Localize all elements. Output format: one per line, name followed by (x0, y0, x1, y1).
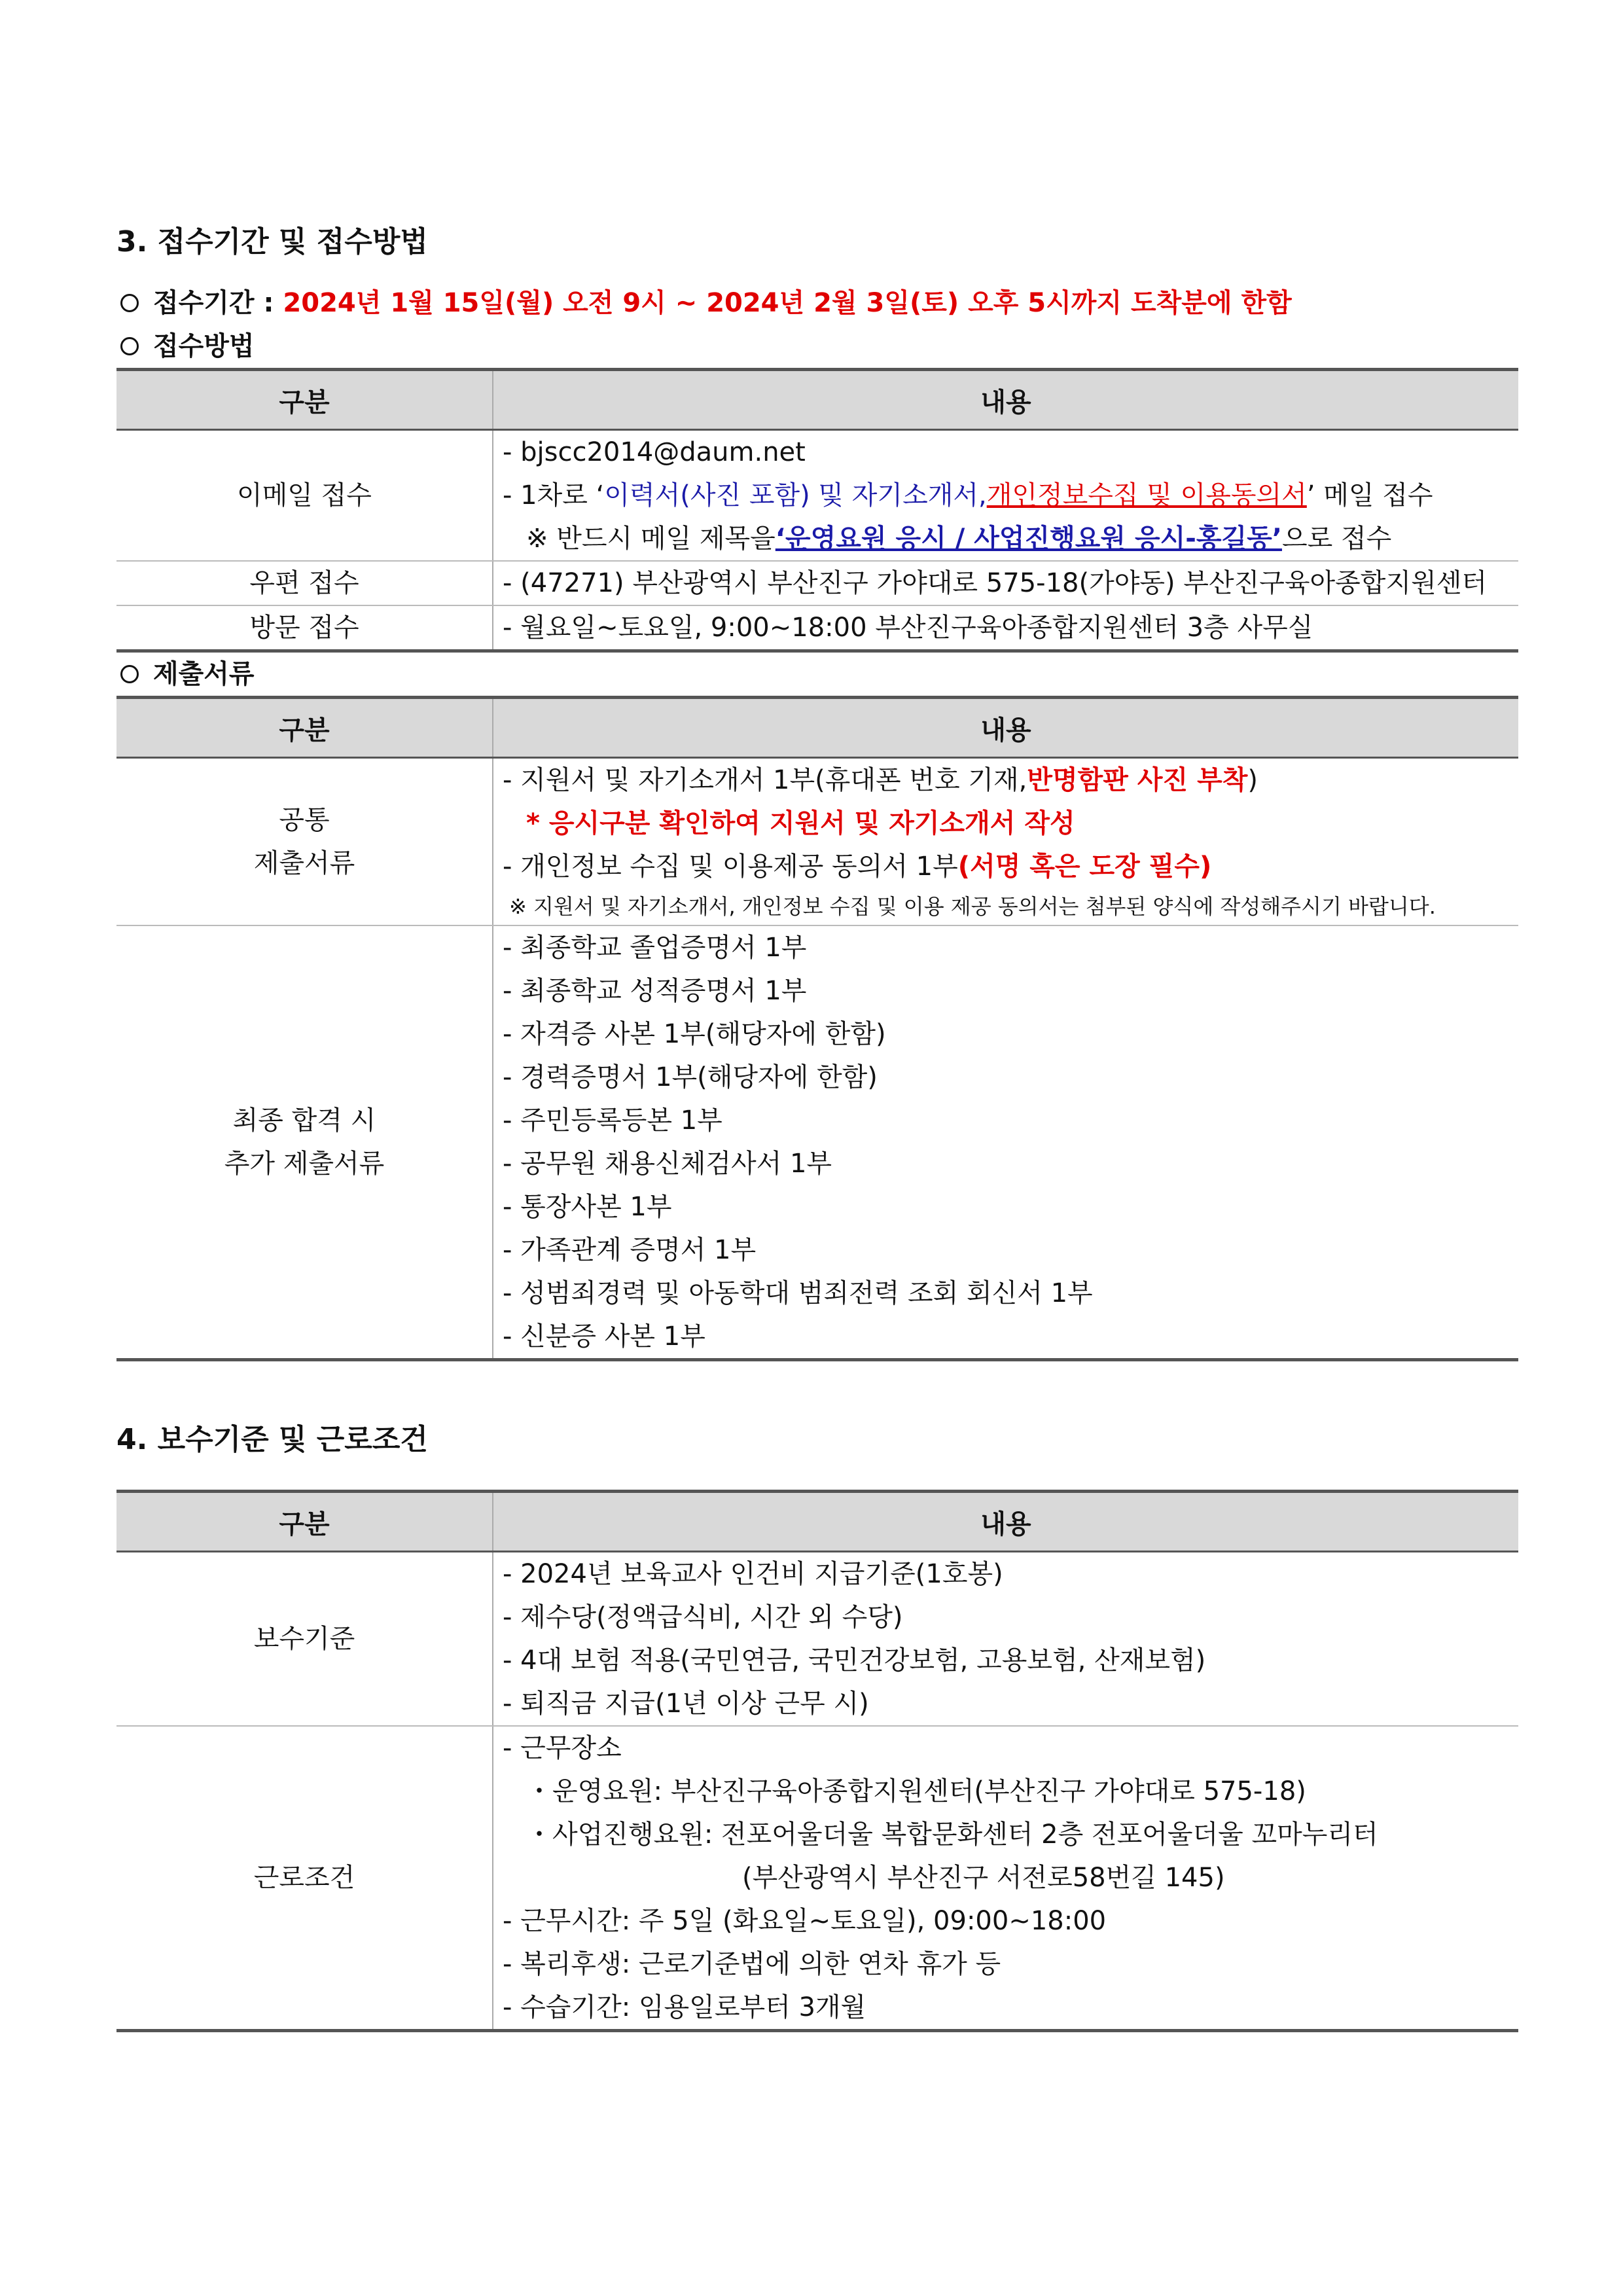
docs-bullet (116, 653, 1518, 696)
list-item: - 가족관계 증명서 1부 (503, 1235, 757, 1265)
period-label: 접수기간 : (153, 288, 274, 318)
visit-value: - 월요일~토요일, 9:00~18:00 부산진구육아종합지원센터 3층 사무실 (503, 613, 1313, 643)
table-header-content: 내용 (493, 698, 1518, 758)
list-item: - 통장사본 1부 (503, 1192, 672, 1222)
table-header-content: 내용 (493, 1492, 1518, 1552)
circle-bullet-icon (120, 337, 139, 355)
pay-table (116, 1490, 1518, 2032)
final-docs-content (493, 925, 1518, 1360)
section3-title: 3. 접수기간 및 접수방법 (116, 225, 428, 259)
pay-label: 보수기준 (116, 1552, 493, 1727)
email-instruction: - 1차로 ‘이력서(사진 포함) 및 자기소개서,개인정보수집 및 이용동의서’ 메일 접수 (503, 480, 1433, 511)
visit-label: 방문 접수 (116, 605, 493, 651)
work-content (493, 1726, 1518, 2031)
table-header-category: 구분 (116, 370, 493, 430)
list-item: - 퇴직금 지급(1년 이상 근무 시) (503, 1689, 869, 1719)
post-label: 우편 접수 (116, 561, 493, 605)
list-item: - 최종학교 성적증명서 1부 (503, 976, 807, 1006)
common-docs-content: - 지원서 및 자기소개서 1부(휴대폰 번호 기재,반명함판 사진 부착) * 응시구분 확인하여 지원서 및 자기소개서 작성 - 개인정보 수집 및 이용제공 동의서 1부(서명 혹은 도장 필수) ※ 지원서 및 자기소개서, 개인정보 수집 및 이용 제공 동의서는 첨부된 양식에 작성해주시기 바랍니다. (493, 758, 1518, 926)
circle-bullet-icon (120, 665, 139, 683)
list-item: - 성범죄경력 및 아동학대 범죄전력 조회 회신서 1부 (503, 1278, 1093, 1308)
pay-content (493, 1552, 1518, 1727)
list-item: (부산광역시 부산진구 서전로58번길 145) (742, 1863, 1225, 1893)
list-item: - 4대 보험 적용(국민연금, 국민건강보험, 고용보험, 산재보험) (503, 1645, 1206, 1676)
table-header-content: 내용 (493, 370, 1518, 430)
email-subject-note: ※ 반드시 메일 제목을‘운영요원 응시 / 사업진행요원 응시-홍길동’으로 접수 (526, 524, 1392, 554)
email-content (493, 430, 1518, 562)
section4-title: 4. 보수기준 및 근로조건 (116, 1423, 428, 1456)
final-docs-label: 최종 합격 시 추가 제출서류 (116, 925, 493, 1360)
circle-bullet-icon (120, 294, 139, 312)
email-label: 이메일 접수 (116, 430, 493, 562)
email-address: - bjscc2014@daum.net (503, 437, 806, 467)
list-item: ・사업진행요원: 전포어울더울 복합문화센터 2층 전포어울더울 꼬마누리터 (526, 1820, 1378, 1850)
list-item: - 주민등록등본 1부 (503, 1105, 722, 1136)
list-item: - 근무장소 (503, 1733, 622, 1763)
list-item: - 제수당(정액급식비, 시간 외 수당) (503, 1602, 903, 1632)
method-bullet (116, 325, 1518, 368)
docs-table (116, 696, 1518, 1361)
list-item: - 수습기간: 임용일로부터 3개월 (503, 1992, 866, 2022)
method-label: 접수방법 (153, 331, 255, 361)
period-value: 2024년 1월 15일(월) 오전 9시 ~ 2024년 2월 3일(토) 오후 5시까지 도착분에 한함 (283, 288, 1292, 318)
list-item: - 복리후생: 근로기준법에 의한 연차 휴가 등 (503, 1949, 1001, 1979)
list-item: - 신분증 사본 1부 (503, 1321, 705, 1352)
work-label: 근로조건 (116, 1726, 493, 2031)
list-item: - 최종학교 졸업증명서 1부 (503, 933, 807, 963)
document-page (116, 223, 1518, 2032)
list-item: - 근무시간: 주 5일 (화요일~토요일), 09:00~18:00 (503, 1906, 1107, 1936)
list-item: - 경력증명서 1부(해당자에 한함) (503, 1062, 878, 1092)
post-value: - (47271) 부산광역시 부산진구 가야대로 575-18(가야동) 부산진구육아종합지원센터 (503, 568, 1487, 598)
list-item: - 2024년 보육교사 인건비 지급기준(1호봉) (503, 1559, 1003, 1589)
method-table (116, 368, 1518, 653)
common-docs-label: 공통 제출서류 (116, 758, 493, 926)
list-item: ・운영요원: 부산진구육아종합지원센터(부산진구 가야대로 575-18) (526, 1776, 1306, 1806)
list-item: - 공무원 채용신체검사서 1부 (503, 1149, 832, 1179)
table-header-category: 구분 (116, 1492, 493, 1552)
list-item: - 자격증 사본 1부(해당자에 한함) (503, 1019, 886, 1049)
period-bullet (116, 281, 1518, 325)
docs-label: 제출서류 (153, 659, 255, 689)
table-header-category: 구분 (116, 698, 493, 758)
